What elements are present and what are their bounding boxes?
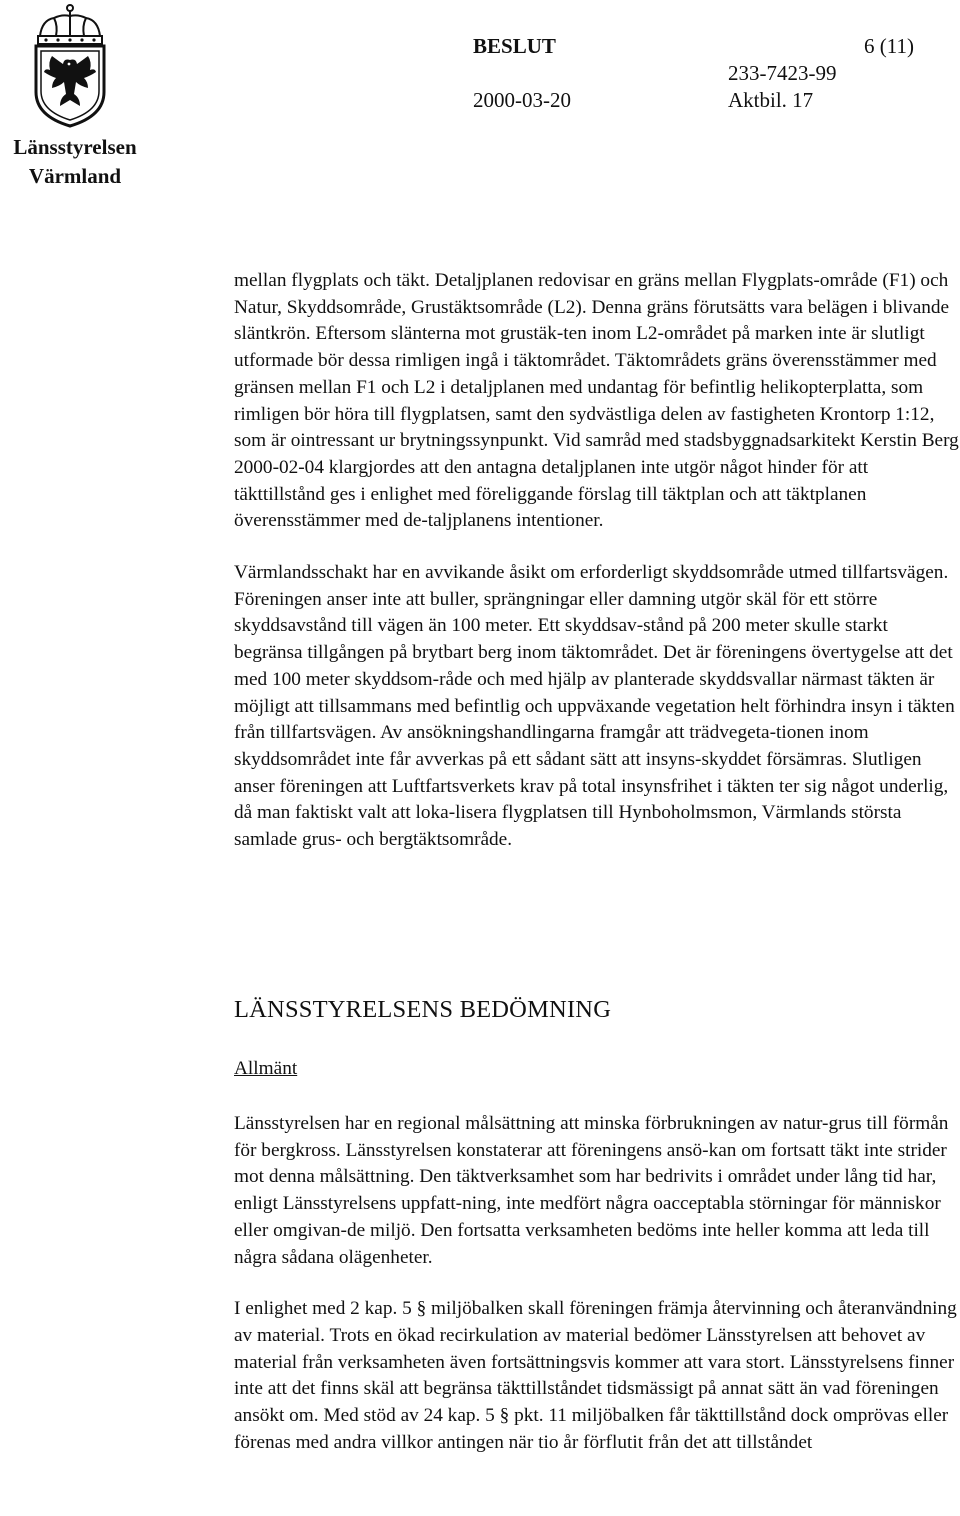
- body-text-top: [234, 268, 960, 854]
- authority-line-2: Värmland: [28, 164, 122, 188]
- authority-name: [0, 133, 150, 191]
- document-type: BESLUT: [473, 34, 556, 58]
- paragraph-1: mellan flygplats och täkt. Detaljplanen redovisar en gräns mellan Flygplats-område (F1) och Natur, Skyddsområde, Grustäktsområde (L2). Denna gräns förutsätts vara belägen i blivande släntkrön. Eftersom slänterna mot grustäk-ten inom L2-området på marken inte är slutligt utformade bör dessa rimligen ingå i täktområdet. Täktområdets gräns överensstämmer med gränsen mellan F1 och L2 i detaljplanen med undantag för befintlig helikopterplatta, som rimligen bör höra till flygplatsen, samt den sydvästliga delen av fastigheten Krontorp 1:12, som är ointressant ur brytningssynpunkt. Vid samråd med stadsbyggnadsarkitekt Kerstin Berg 2000-02-04 klargjordes att den antagna detaljplanen inte utgör något hinder för att täkttillstånd ges i enlighet med föreliggande förslag till täktplan och att täktplanen överensstämmer med de-taljplanens intentioner.: [234, 270, 959, 532]
- attachment-label: Aktbil. 17: [728, 88, 814, 112]
- paragraph-4: I enlighet med 2 kap. 5 § miljöbalken skall föreningen främja återvinning och återanvändning av material. Trots en ökad recirkulation av material bedömer Länsstyrelsen att behovet av material från verksamheten även fortsättningsvis kommer att vara stort. Länsstyrelsens finner inte att det finns skäl att begränsa täkttillståndet tidsmässigt på annat sätt än vad föreningen ansökt om. Med stöd av 24 kap. 5 § pkt. 11 miljöbalken får täkttillstånd dock omprövas eller förenas med andra villkor antingen när tio år förflutit från det att tillståndet: [234, 1298, 957, 1453]
- coat-of-arms-icon: [30, 2, 110, 128]
- page-number: 6 (11): [864, 34, 914, 58]
- authority-line-1: Länsstyrelsen: [13, 135, 137, 159]
- subheading: Allmänt: [234, 1058, 298, 1079]
- body-text-bottom: [234, 1111, 960, 1456]
- case-number: 233-7423-99: [728, 61, 837, 85]
- paragraph-3: Länsstyrelsen har en regional målsättning att minska förbrukningen av natur-grus till förmån för bergkross. Länsstyrelsen konstaterar att föreningens ansö-kan om fortsatt täkt inte strider mot denna målsättning. Den täktverksamhet som har bedrivits i området under lång tid har, enligt Länsstyrelsens uppfatt-ning, inte medfört några oacceptabla störningar för människor eller omgivan-de miljö. Den fortsatta verksamheten bedöms inte heller komma att leda till några sådana olägenheter.: [234, 1113, 949, 1268]
- section-heading: LÄNSSTYRELSENS BEDÖMNING: [234, 996, 612, 1023]
- paragraph-2: Värmlandsschakt har en avvikande åsikt om erforderligt skyddsområde utmed tillfartsvägen. Föreningen anser inte att buller, sprängningar eller damning utgör skäl för ett större skyddsavstånd till vägen än 100 meter. Ett skyddsav-stånd på 200 meter skulle starkt begränsa tillgången på brytbart berg inom täktområdet. Det är föreningens övertygelse att det med 100 meter skyddsom-råde och med hjälp av planterade skyddsvallar närmast täkten är möjligt att tillsammans med befintlig och uppväxande vegetation helt förhindra insyn i täkten från tillfartsvägen. Av ansökningshandlingarna framgår att trädvegeta-tionen inom skyddsområdet inte får avverkas på ett sådant sätt att insyns-skyddet försämras. Slutligen anser föreningen att Luftfartsverkets krav på total insynsfrihet i täkten ter sig något underlig, då man faktiskt valt att loka-lisera flygplatsen till Hynboholmsmon, Värmlands största samlade grus- och bergtäktsområde.: [234, 562, 955, 851]
- document-date: 2000-03-20: [473, 88, 571, 112]
